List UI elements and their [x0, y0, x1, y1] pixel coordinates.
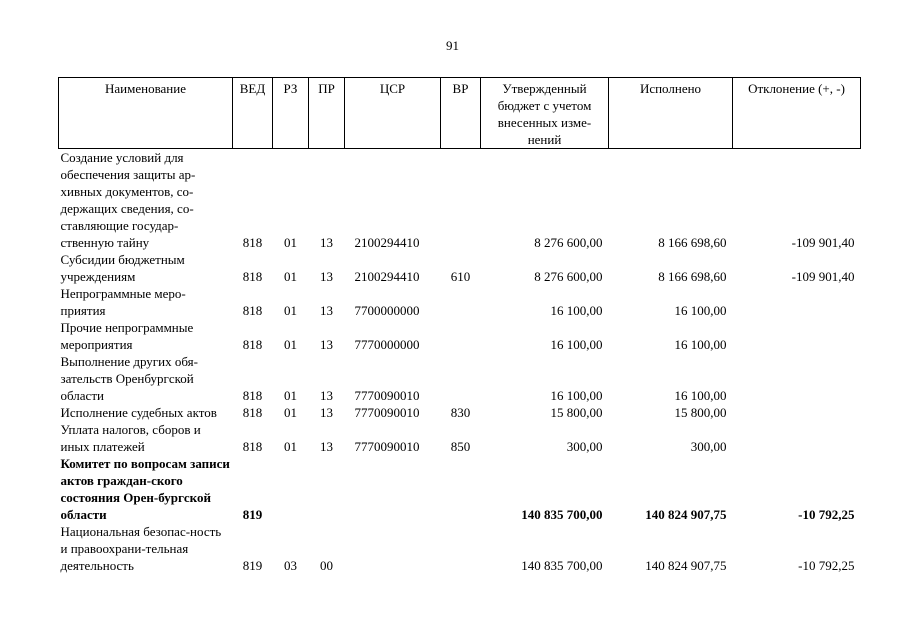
cell-csr: 7770090010 — [354, 388, 420, 403]
cell-deviation — [733, 353, 861, 404]
cell-budget: 140 835 700,00 — [521, 507, 603, 522]
cell-budget: 8 276 600,00 — [534, 235, 603, 250]
cell-vr — [441, 455, 481, 523]
cell-deviation: -10 792,25 — [798, 507, 855, 522]
cell-budget: 16 100,00 — [550, 388, 603, 403]
table-row — [59, 149, 861, 252]
cell-executed: 16 100,00 — [674, 388, 727, 403]
cell-ved: 818 — [242, 269, 263, 284]
cell-budget: 8 276 600,00 — [534, 269, 603, 284]
cell-vr — [441, 149, 481, 252]
cell-executed: 16 100,00 — [674, 337, 727, 352]
cell-ved: 819 — [242, 558, 263, 573]
cell-rz: 01 — [284, 269, 297, 284]
cell-name: Непрограммные меро-приятия — [60, 286, 186, 318]
column-header-vr: ВР — [441, 78, 481, 149]
cell-name: Исполнение судебных актов — [60, 405, 217, 420]
cell-executed: 8 166 698,60 — [658, 269, 727, 284]
cell-ved: 818 — [242, 405, 263, 420]
cell-deviation: -10 792,25 — [798, 558, 855, 573]
cell-deviation — [733, 404, 861, 421]
cell-csr: 7700000000 — [354, 303, 420, 318]
cell-ved: 818 — [242, 388, 263, 403]
page-number: 91 — [446, 38, 459, 53]
cell-budget: 15 800,00 — [550, 405, 603, 420]
cell-rz: 01 — [284, 235, 297, 250]
cell-executed: 16 100,00 — [674, 303, 727, 318]
cell-budget: 16 100,00 — [550, 303, 603, 318]
cell-vr — [441, 285, 481, 319]
table-header-row — [59, 78, 861, 149]
cell-budget: 140 835 700,00 — [521, 558, 603, 573]
cell-rz: 01 — [284, 303, 297, 318]
cell-pr: 13 — [320, 439, 333, 454]
column-header-csr: ЦСР — [345, 78, 441, 149]
table-row — [59, 404, 861, 421]
cell-deviation — [733, 285, 861, 319]
cell-deviation — [733, 421, 861, 455]
table-row — [59, 285, 861, 319]
cell-vr: 830 — [450, 405, 471, 420]
cell-name: Национальная безопас-ность и правоохрани-тельная деятельность — [60, 524, 222, 573]
cell-csr — [345, 523, 441, 574]
table-row — [59, 319, 861, 353]
column-header-ved: ВЕД — [233, 78, 273, 149]
cell-deviation — [733, 319, 861, 353]
cell-vr — [441, 353, 481, 404]
cell-rz: 03 — [284, 558, 297, 573]
column-header-executed: Исполнено — [609, 78, 733, 149]
table-row — [59, 353, 861, 404]
cell-pr — [309, 455, 345, 523]
budget-table — [58, 77, 861, 574]
column-header-rz: РЗ — [273, 78, 309, 149]
cell-pr: 13 — [320, 405, 333, 420]
cell-executed: 140 824 907,75 — [645, 558, 727, 573]
cell-deviation: -109 901,40 — [791, 269, 855, 284]
cell-rz: 01 — [284, 405, 297, 420]
cell-vr — [441, 523, 481, 574]
cell-pr: 13 — [320, 269, 333, 284]
cell-rz: 01 — [284, 388, 297, 403]
cell-executed: 15 800,00 — [674, 405, 727, 420]
column-header-deviation: Отклонение (+, -) — [733, 78, 861, 149]
table-row — [59, 251, 861, 285]
cell-name: Субсидии бюджетным учреждениям — [60, 252, 185, 284]
column-header-name: Наименование — [59, 78, 233, 149]
cell-rz: 01 — [284, 337, 297, 352]
cell-executed: 140 824 907,75 — [645, 507, 727, 522]
cell-deviation: -109 901,40 — [791, 235, 855, 250]
cell-rz: 01 — [284, 439, 297, 454]
column-header-pr: ПР — [309, 78, 345, 149]
cell-name: Создание условий для обеспечения защиты ар-хивных документов, со-держащих сведения, со-ставляющие государ-ственную тайну — [60, 150, 196, 250]
cell-name: Прочие непрограммные мероприятия — [60, 320, 194, 352]
cell-name: Уплата налогов, сборов и иных платежей — [60, 422, 201, 454]
cell-ved: 819 — [242, 507, 263, 522]
cell-csr: 7770000000 — [354, 337, 420, 352]
cell-pr: 13 — [320, 337, 333, 352]
cell-vr: 850 — [450, 439, 471, 454]
table-row — [59, 523, 861, 574]
cell-csr: 7770090010 — [354, 405, 420, 420]
cell-executed: 8 166 698,60 — [658, 235, 727, 250]
cell-ved: 818 — [242, 439, 263, 454]
cell-ved: 818 — [242, 303, 263, 318]
cell-csr: 7770090010 — [354, 439, 420, 454]
table-row — [59, 421, 861, 455]
column-header-budget: Утвержденный бюджет с учетом внесенных изме-нений — [481, 78, 609, 149]
cell-csr — [345, 455, 441, 523]
cell-rz — [273, 455, 309, 523]
cell-pr: 13 — [320, 303, 333, 318]
cell-name: Комитет по вопросам записи актов граждан-ского состояния Орен-бургской области — [60, 456, 230, 522]
cell-name: Выполнение других обя-зательств Оренбургской области — [60, 354, 198, 403]
cell-pr: 00 — [320, 558, 333, 573]
cell-budget: 300,00 — [566, 439, 603, 454]
cell-vr: 610 — [450, 269, 471, 284]
table-row — [59, 455, 861, 523]
cell-pr: 13 — [320, 388, 333, 403]
cell-csr: 2100294410 — [354, 235, 420, 250]
cell-budget: 16 100,00 — [550, 337, 603, 352]
cell-csr: 2100294410 — [354, 269, 420, 284]
cell-executed: 300,00 — [690, 439, 727, 454]
cell-ved: 818 — [242, 235, 263, 250]
cell-vr — [441, 319, 481, 353]
cell-ved: 818 — [242, 337, 263, 352]
cell-pr: 13 — [320, 235, 333, 250]
